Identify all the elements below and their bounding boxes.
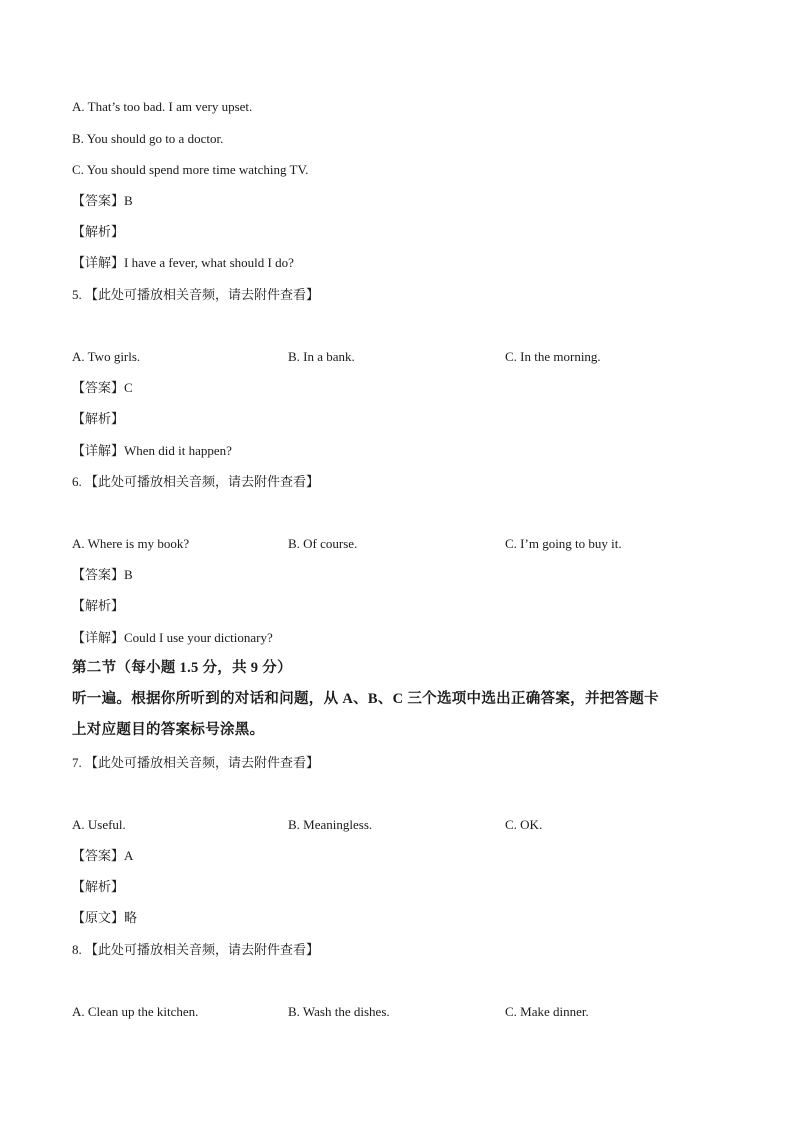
q6-option-c: C. I’m going to buy it. xyxy=(505,536,622,551)
q6-analysis: 【解析】 xyxy=(72,598,125,613)
q6-option-b: B. Of course. xyxy=(288,536,358,551)
q5-answer: 【答案】C xyxy=(72,380,133,395)
q7-stem: 7. 【此处可播放相关音频，请去附件查看】 xyxy=(72,755,320,770)
q4-option-a: A. That’s too bad. I am very upset. xyxy=(72,99,253,114)
q8-option-a: A. Clean up the kitchen. xyxy=(72,1004,199,1019)
q4-answer: 【答案】B xyxy=(72,193,133,208)
q5-option-b: B. In a bank. xyxy=(288,349,355,364)
q8-option-b: B. Wash the dishes. xyxy=(288,1004,390,1019)
q4-analysis: 【解析】 xyxy=(72,224,125,239)
q6-option-a: A. Where is my book? xyxy=(72,536,190,551)
q5-option-a: A. Two girls. xyxy=(72,349,141,364)
q7-original: 【原文】略 xyxy=(72,910,138,925)
q4-detail: 【详解】I have a fever, what should I do? xyxy=(72,255,294,270)
q5-stem: 5. 【此处可播放相关音频，请去附件查看】 xyxy=(72,287,320,302)
q8-stem: 8. 【此处可播放相关音频，请去附件查看】 xyxy=(72,942,320,957)
q6-answer: 【答案】B xyxy=(72,567,133,582)
q7-analysis: 【解析】 xyxy=(72,879,125,894)
q5-detail: 【详解】When did it happen? xyxy=(72,443,232,458)
q7-option-b: B. Meaningless. xyxy=(288,817,373,832)
section2-instruction-line2: 上对应题目的答案标号涂黑。 xyxy=(72,722,265,738)
section2-title: 第二节（每小题 1.5 分，共 9 分） xyxy=(72,660,292,676)
q5-option-c: C. In the morning. xyxy=(505,349,601,364)
q7-answer: 【答案】A xyxy=(72,848,134,863)
q8-option-c: C. Make dinner. xyxy=(505,1004,589,1019)
q6-stem: 6. 【此处可播放相关音频，请去附件查看】 xyxy=(72,474,320,489)
q5-analysis: 【解析】 xyxy=(72,411,125,426)
q6-detail: 【详解】Could I use your dictionary? xyxy=(72,630,273,645)
q4-option-b: B. You should go to a doctor. xyxy=(72,131,224,146)
q7-option-c: C. OK. xyxy=(505,817,543,832)
q7-option-a: A. Useful. xyxy=(72,817,126,832)
section2-instruction-line1: 听一遍。根据你所听到的对话和问题，从 A、B、C 三个选项中选出正确答案，并把答题卡 xyxy=(72,691,659,707)
q4-option-c: C. You should spend more time watching TV. xyxy=(72,162,309,177)
